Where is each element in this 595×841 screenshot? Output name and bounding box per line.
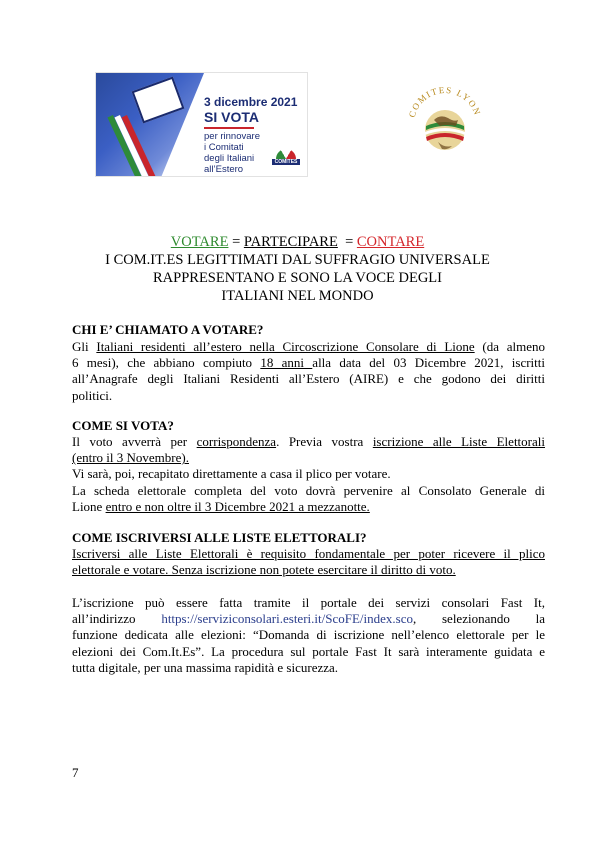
heading-line-2: I COM.IT.ES LEGITTIMATI DAL SUFFRAGIO UNIVERSALE xyxy=(105,252,490,268)
text-line: Iscriversi alle Liste Elettorali è requisito fondamentale per poter ricevere il plico xyxy=(72,546,545,561)
text-line: funzione dedicata alle elezioni: “Domanda di iscrizione nell’elenco elettorale per le xyxy=(72,627,545,643)
badge-label: COMITES xyxy=(272,159,300,165)
text-line: Il voto avverrà per corrispondenza. Previa vostra iscrizione alle Liste Elettorali xyxy=(72,434,545,449)
slogan-equals-1: = xyxy=(228,234,244,250)
text-line: 6 mesi), che abbiano compiuto 18 anni alla data del 03 Dicembre 2021, iscritti xyxy=(72,355,545,371)
text-line: tutta digitale, per una massima rapidità e sicurezza. xyxy=(72,659,339,675)
fast-it-link[interactable]: https://serviziconsolari.esteri.it/ScoFE/index.sco xyxy=(161,611,413,627)
comites-badge xyxy=(272,149,300,171)
slogan-line xyxy=(60,234,535,251)
text-line: all’Anagrafe degli Italiani Residenti all’Estero (AIRE) e che godono dei diritti xyxy=(72,371,545,387)
page-number: 7 xyxy=(72,765,79,780)
text-line: L’iscrizione può essere fatta tramite il portale dei servizi consolari Fast It, xyxy=(72,595,545,610)
banner-divider xyxy=(204,127,254,129)
text-line: elettorale e votare. Senza iscrizione non potete esercitare il diritto di voto. xyxy=(72,562,456,578)
paragraph-who-votes xyxy=(72,339,545,404)
text-line: Vi sarà, poi, recapitato direttamente a casa il plico per votare. xyxy=(72,466,391,482)
banner-vote: SI VOTA xyxy=(204,109,259,125)
text-line: all’indirizzo https://serviziconsolari.esteri.it/ScoFE/index.sco, selezionando la xyxy=(72,611,546,627)
slogan-partecipare: PARTECIPARE xyxy=(243,234,338,250)
paragraph-how-to-register xyxy=(72,546,545,578)
text-line: Lione entro e non oltre il 3 Dicembre 2021 a mezzanotte. xyxy=(72,498,370,514)
banner-date: 3 dicembre 2021 xyxy=(204,95,298,109)
section-title-who-votes: CHI E’ CHIAMATO A VOTARE? xyxy=(72,322,264,337)
logo-text: COMITES LYON xyxy=(406,84,483,119)
section-title-how-to-register: COME ISCRIVERSI ALLE LISTE ELETTORALI? xyxy=(72,530,367,545)
slogan-equals-2: = xyxy=(337,234,357,250)
comites-lyon-logo xyxy=(404,80,486,162)
text-line: La scheda elettorale completa del voto dovrà pervenire al Consolato Generale di xyxy=(72,482,545,498)
badge-dome-icon xyxy=(276,149,296,159)
text-line: politici. xyxy=(72,387,113,403)
heading-line-3: RAPPRESENTANO E SONO LA VOCE DEGLI xyxy=(153,270,442,286)
text-line: (entro il 3 Novembre). xyxy=(72,450,189,466)
election-banner xyxy=(95,72,308,177)
slogan-contare: CONTARE xyxy=(356,234,425,250)
slogan-votare: VOTARE xyxy=(170,234,229,250)
section-title-how-to-vote: COME SI VOTA? xyxy=(72,418,174,433)
heading-line-4: ITALIANI NEL MONDO xyxy=(221,288,374,304)
paragraph-fast-it xyxy=(72,595,545,676)
text-line: elezioni dei Com.It.Es”. La procedura sul portale Fast It sarà interamente guidata e xyxy=(72,643,545,659)
banner-subtitle: per rinnovare i Comitati degli Italiani all’Estero xyxy=(204,131,260,175)
text-line: Gli Italiani residenti all’estero nella Circoscrizione Consolare di Lione (da almeno xyxy=(72,339,545,354)
paragraph-how-to-vote xyxy=(72,434,545,515)
